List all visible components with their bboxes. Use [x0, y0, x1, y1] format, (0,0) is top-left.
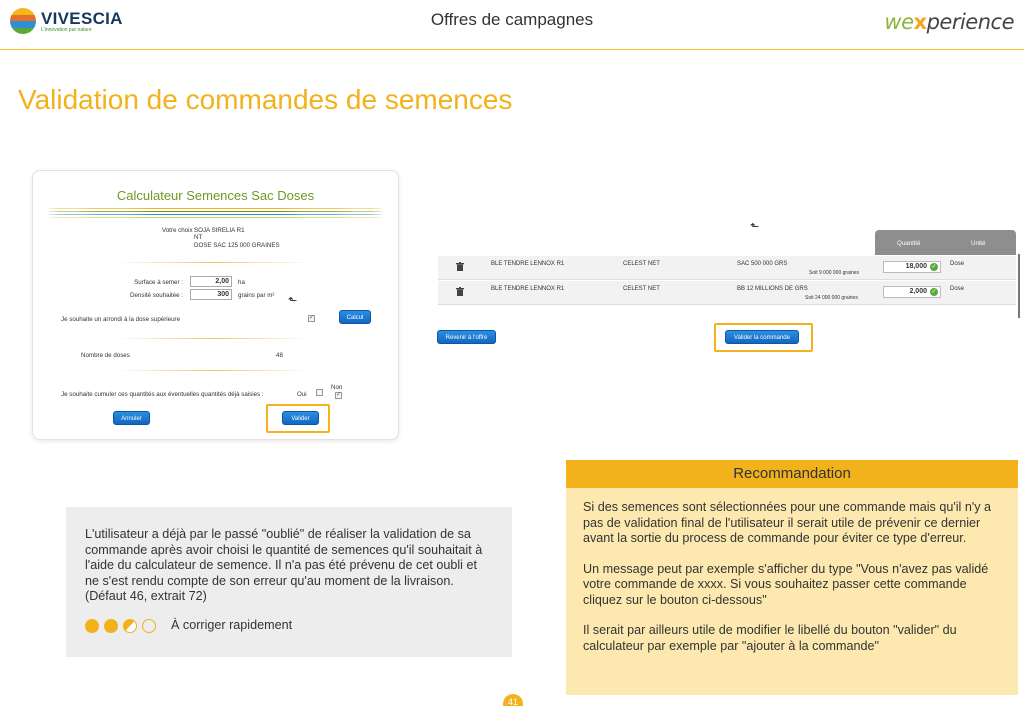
table-row [438, 281, 1016, 305]
non-checkbox[interactable]: ✓ [336, 392, 342, 398]
recommendation-title: Recommandation [566, 460, 1018, 488]
choice-line: SOJA SIRELIA R1 [194, 227, 245, 234]
quantity-input[interactable]: 18,000 [883, 261, 941, 273]
col-unite: Unité [971, 240, 986, 247]
brand-tagline: L'innovation par nature [41, 26, 92, 33]
logo-part-we: we [884, 10, 914, 34]
choice-label: Votre choix : [161, 227, 196, 234]
wexperience-logo [884, 10, 1014, 34]
page-title: Validation de commandes de semences [18, 84, 513, 115]
table-header [875, 230, 1016, 255]
packaging: BB 12 MILLIONS DE GRS [737, 286, 808, 292]
density-label: Densité souhaitée : [130, 292, 183, 299]
order-table-panel [425, 214, 1024, 354]
treatment: CELEST NET [623, 286, 660, 292]
doses-value: 48 [276, 352, 283, 359]
severity-rating [85, 618, 292, 634]
severity-dot [104, 619, 118, 633]
round-up-label: Je souhaite un arrondi à la dose supérieure [61, 316, 181, 323]
grain-count: Soit 24 000 000 graines [805, 295, 858, 301]
divider [113, 262, 313, 263]
grain-count: Soit 9 000 000 graines [809, 270, 860, 276]
trash-icon[interactable] [456, 262, 464, 271]
divider [113, 370, 313, 371]
logo-part-x: x [913, 10, 927, 34]
surface-label: Surface à semer : [134, 279, 183, 286]
trash-icon[interactable] [456, 287, 464, 296]
back-to-offer-button[interactable]: Revenir à l'offre [437, 330, 496, 344]
surface-unit: ha [238, 279, 245, 286]
page-number: 41 [503, 694, 523, 706]
choice-line: NT [194, 234, 203, 241]
recommendation-box [566, 460, 1018, 695]
brand-name: VIVESCIA [41, 8, 123, 28]
recommendation-paragraph: Un message peut par exemple s'afficher du type "Vous n'avez pas validé votre commande de xxxx. Si vous souhaitez passer cette commande cliquez sur le bouton ci-dessous" [583, 561, 989, 607]
severity-dot [85, 619, 99, 633]
doses-label: Nombre de doses [81, 352, 130, 359]
validate-order-button[interactable]: Valider la commande [725, 330, 799, 344]
quantity-input[interactable]: 2,000 [883, 286, 941, 298]
cancel-button[interactable]: Annuler [113, 411, 150, 425]
observation-text: L'utilisateur a déjà par le passé "oublié" de réaliser la validation de sa commande après avoir choisi le quantité de semences qu'il souhaitait à l'aide du calculateur de semence. Il n'a pas été prévenu de cet oubli et ne s'est rendu compte de son erreur qu'au moment de la livraison. (Défaut 46, extrait 72) [85, 527, 483, 603]
oui-checkbox[interactable] [316, 389, 323, 396]
validate-button[interactable]: Valider [282, 411, 319, 425]
recommendation-paragraph: Si des semences sont sélectionnées pour une commande mais qu'il n'y a pas de validation final de l'utilisateur il serait utile de prévenir ce dernier avant la sortie du process de commande pour éviter ce type d'erreur. [583, 500, 992, 545]
calculator-title: Calculateur Semences Sac Doses [116, 188, 315, 203]
cumul-label: Je souhaite cumuler ces quantités aux éventuelles quantités déjà saisies : [61, 391, 264, 398]
validate-order-highlight [714, 323, 813, 352]
oui-label: Oui [297, 391, 307, 398]
scrollbar[interactable] [1018, 254, 1020, 318]
severity-dot [142, 619, 156, 633]
check-icon[interactable]: ✓ [931, 264, 937, 270]
calcul-button[interactable]: Calcul [339, 310, 371, 324]
slide-header [0, 0, 1024, 50]
mouse-pointer-icon: ⬑ [288, 295, 298, 307]
product-name: BLE TENDRE LENNOX R1 [491, 286, 565, 292]
choice-line: DOSE SAC 125 000 GRAINES [194, 242, 280, 249]
table-row [438, 256, 1016, 280]
non-label: Non [331, 384, 343, 391]
validate-highlight [266, 404, 330, 433]
unit: Dose [950, 286, 965, 292]
density-unit: grains par m² [238, 292, 275, 299]
surface-input[interactable]: 2,00 [190, 276, 232, 287]
seed-calculator-panel [32, 170, 399, 440]
col-quantite: Quantité [897, 240, 921, 247]
density-input[interactable]: 300 [190, 289, 232, 300]
severity-label: À corriger rapidement [171, 618, 293, 632]
observation-box [66, 507, 512, 657]
round-up-checkbox[interactable]: ✓ [309, 315, 315, 321]
treatment: CELEST NET [623, 261, 660, 267]
packaging: SAC 500 000 GRS [737, 261, 788, 267]
mouse-pointer-icon: ⬑ [750, 221, 760, 233]
severity-dot [123, 619, 137, 633]
unit: Dose [950, 261, 965, 267]
check-icon[interactable]: ✓ [931, 289, 937, 295]
header-title: Offres de campagnes [430, 10, 594, 29]
divider [113, 338, 313, 339]
product-name: BLE TENDRE LENNOX R1 [491, 261, 565, 267]
logo-part-rest: perience [926, 10, 1014, 34]
decorative-stripes [48, 208, 383, 220]
recommendation-paragraph: Il serait par ailleurs utile de modifier le libellé du bouton "valider" du calculateur par exemple par "ajouter à la commande" [583, 623, 957, 653]
